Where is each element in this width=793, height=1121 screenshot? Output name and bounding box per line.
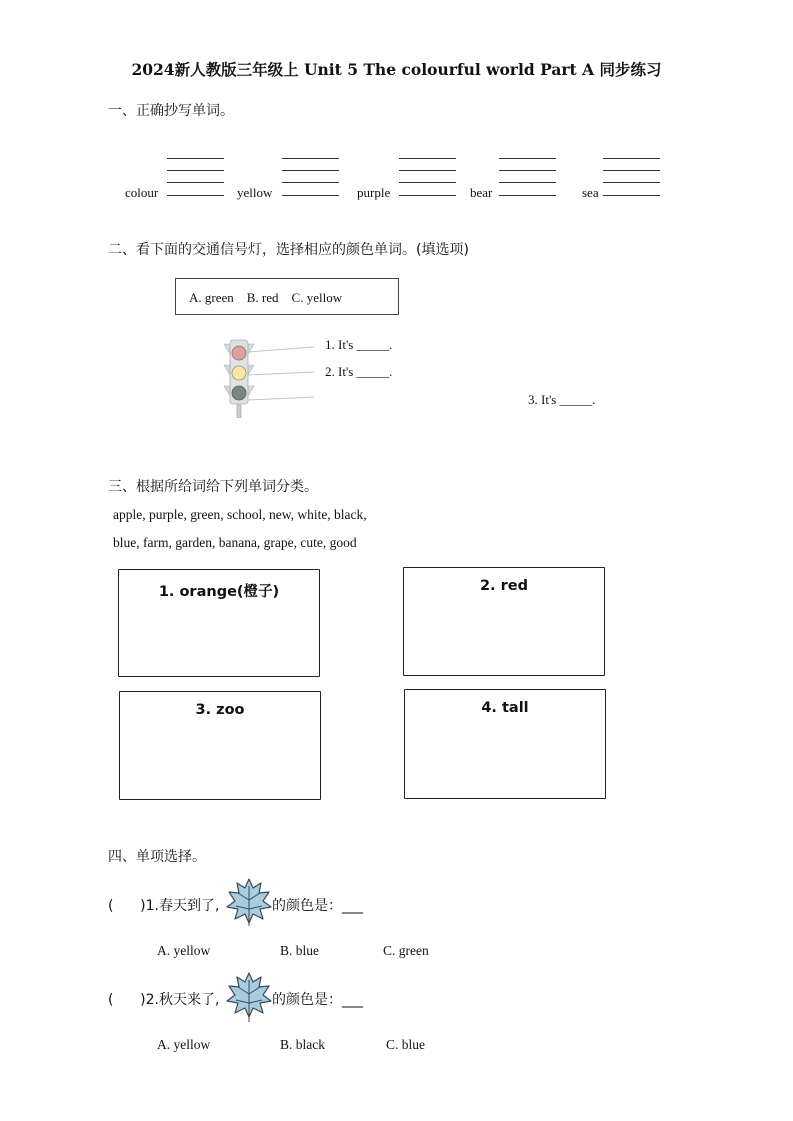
section4-heading: 四、单项选择。: [108, 849, 206, 865]
word-colour: colour: [125, 185, 159, 200]
word-purple: purple: [357, 185, 391, 200]
word-yellow: yellow: [237, 185, 273, 200]
question-text-before: 2.秋天来了,: [145, 992, 220, 1008]
leaf-icon: [226, 970, 272, 1024]
section1-heading: 一、正确抄写单词。: [108, 103, 234, 119]
choice-1b[interactable]: B. blue: [280, 943, 319, 958]
question-text-after: 的颜色是：___: [272, 992, 363, 1008]
mc-question-1: [108, 895, 219, 915]
answer-paren[interactable]: ( ): [108, 898, 146, 914]
choice-1a[interactable]: A. yellow: [157, 943, 211, 958]
word-list-line-1: apple, purple, green, school, new, white, black,: [113, 507, 367, 522]
word-sea: sea: [582, 185, 599, 200]
choice-2a[interactable]: A. yellow: [157, 1037, 211, 1052]
options-box: A. green B. red C. yellow: [175, 278, 399, 315]
choice-2b[interactable]: B. black: [280, 1037, 325, 1052]
category-label: 1. orange(橙子): [158, 584, 280, 600]
category-box-tall[interactable]: [404, 689, 606, 799]
choice-2c[interactable]: C. blue: [386, 1037, 425, 1052]
category-box-orange[interactable]: [118, 569, 320, 677]
traffic-light-icon: [212, 330, 332, 418]
question-text-before: 1.春天到了,: [145, 898, 220, 914]
word-list-line-2: blue, farm, garden, banana, grape, cute, good: [113, 535, 357, 550]
question-3: 3. It's _____.: [528, 392, 596, 407]
section2-heading: 二、看下面的交通信号灯，选择相应的颜色单词。(填选项): [108, 242, 469, 258]
question-2: 2. It's _____.: [325, 364, 393, 379]
answer-paren[interactable]: ( ): [108, 992, 146, 1008]
choice-1c[interactable]: C. green: [383, 943, 429, 958]
leaf-icon: [226, 876, 272, 928]
question-text-after: 的颜色是：___: [272, 898, 363, 914]
category-box-zoo[interactable]: [119, 691, 321, 800]
page-title: 2024新人教版三年级上 Unit 5 The colourful world Part A 同步练习: [131, 60, 662, 79]
category-label: 3. zoo: [195, 702, 245, 718]
word-bear: bear: [470, 185, 493, 200]
mc-question-2: [108, 989, 219, 1009]
category-label: 2. red: [479, 578, 528, 594]
section3-heading: 三、根据所给词给下列单词分类。: [108, 479, 318, 495]
question-1: 1. It's _____.: [325, 337, 393, 352]
category-label: 4. tall: [481, 700, 529, 716]
category-box-red[interactable]: [403, 567, 605, 676]
